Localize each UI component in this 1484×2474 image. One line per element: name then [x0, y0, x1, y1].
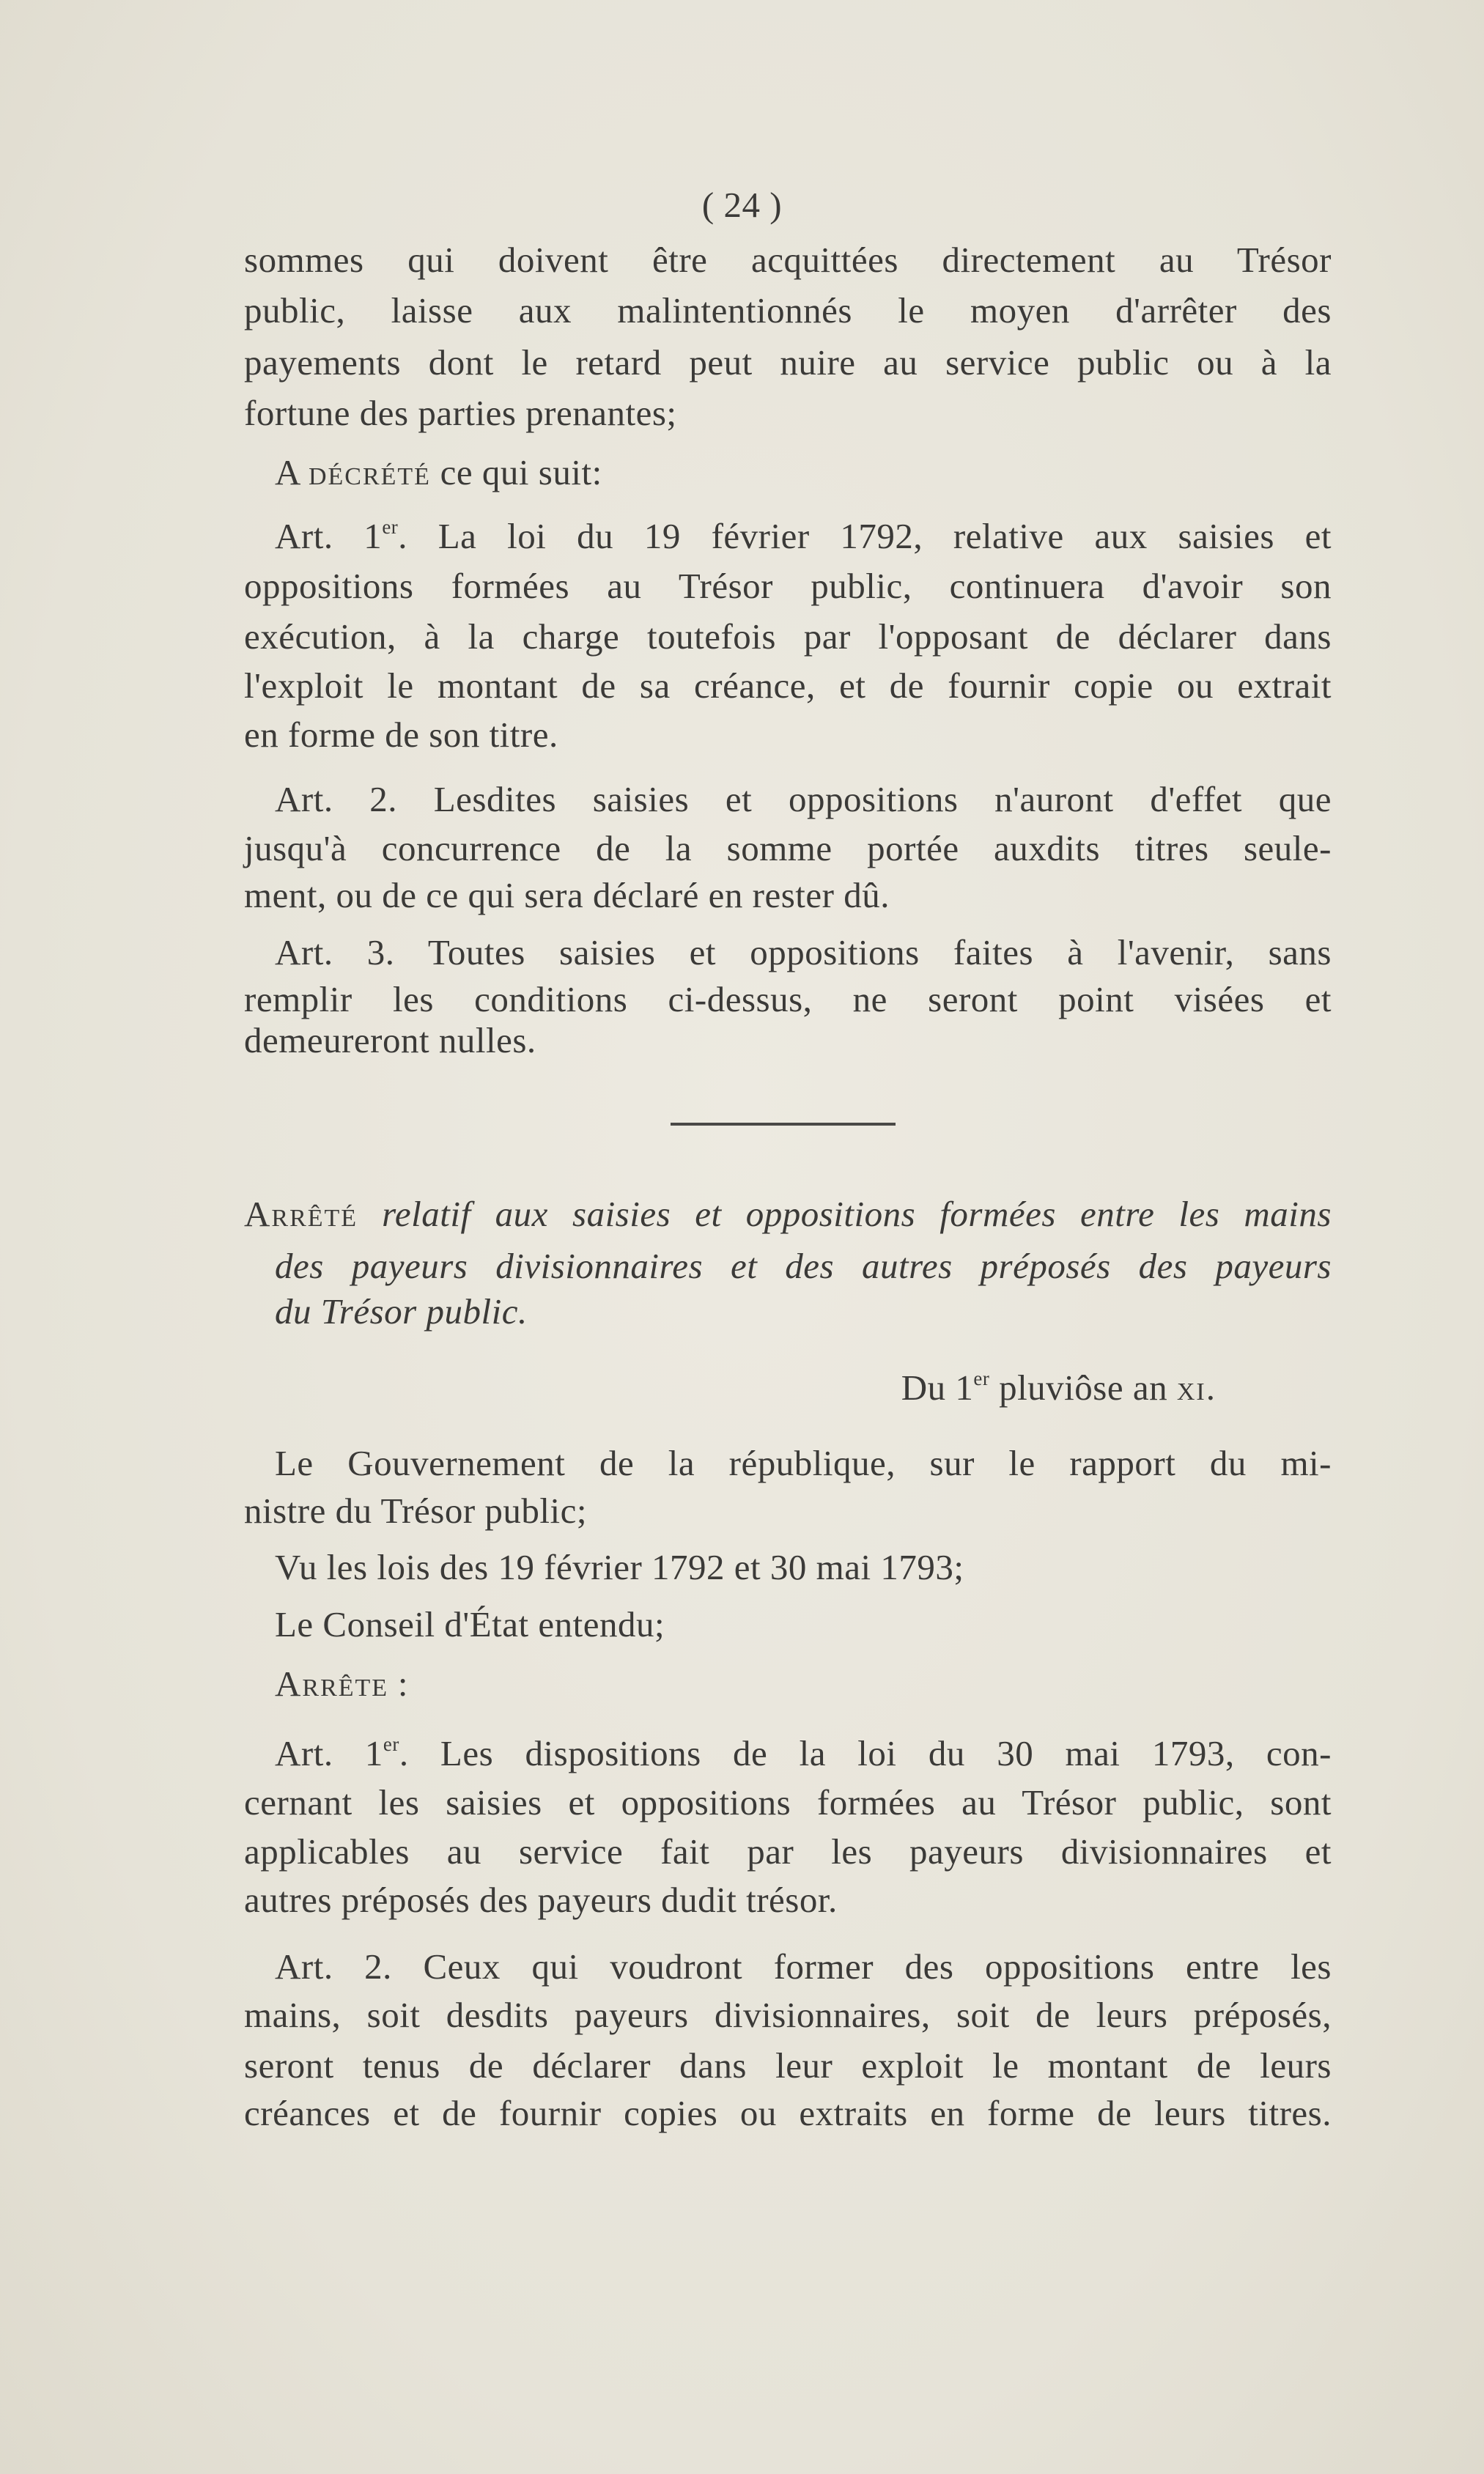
text-segment: autres préposés des payeurs dudit trésor. — [244, 1880, 838, 1920]
preamble-council-line — [275, 1603, 1332, 1647]
text-segment: er — [973, 1367, 990, 1389]
arrete-article-2-line — [244, 2091, 1332, 2135]
section-divider — [671, 1123, 896, 1126]
article-3-line — [275, 931, 1332, 975]
intro-paragraph-line — [244, 289, 1332, 333]
arrete-title-line — [244, 1192, 1332, 1236]
preamble-line — [244, 1489, 1332, 1533]
text-segment: A — [275, 452, 309, 492]
text-segment: . La loi du 19 février 1792, relative aux saisies et — [398, 516, 1332, 556]
text-segment: er — [382, 515, 399, 538]
arrete-title-line — [275, 1244, 1332, 1288]
text-segment: Art. 2. Ceux qui voudront former des oppositions entre les — [275, 1946, 1332, 1987]
arrete-article-2-line — [244, 1993, 1332, 2037]
text-segment: décrété — [308, 452, 431, 492]
text-segment: relatif aux saisies et oppositions formées entre les mains — [358, 1194, 1332, 1234]
arrete-title-line — [275, 1290, 1332, 1334]
text-segment: er — [383, 1732, 399, 1755]
intro-paragraph-line — [244, 391, 1332, 435]
text-segment: ment, ou de ce qui sera déclaré en rester dû. — [244, 875, 890, 915]
preamble-line — [275, 1441, 1332, 1485]
text-segment: Art. 1 — [275, 1733, 383, 1773]
text-segment: Arrêté — [244, 1194, 358, 1234]
text-segment: Vu les lois des 19 février 1792 et 30 mai 1793; — [275, 1547, 964, 1587]
article-2-line — [244, 827, 1332, 871]
text-segment: payements dont le retard peut nuire au service public ou à la — [244, 342, 1332, 383]
intro-paragraph-line — [244, 341, 1332, 385]
article-3-line — [244, 1019, 1332, 1063]
arrete-article-2-line — [244, 2044, 1332, 2088]
text-segment: pluviôse an — [989, 1367, 1177, 1408]
text-segment: Art. 2. Lesdites saisies et oppositions n'auront d'effet que — [275, 779, 1332, 819]
text-segment: ce qui suit: — [430, 452, 602, 492]
arrete-heading-line — [275, 1662, 1332, 1706]
text-segment: oppositions formées au Trésor public, continuera d'avoir son — [244, 566, 1332, 606]
text-segment: sommes qui doivent être acquittées directement au Trésor — [244, 240, 1332, 280]
text-segment: du Trésor public. — [275, 1291, 528, 1332]
text-segment: des payeurs divisionnaires et des autres préposés des payeurs — [275, 1246, 1332, 1286]
article-1-line — [244, 713, 1332, 757]
article-1-line — [244, 615, 1332, 659]
text-segment: Du 1 — [901, 1367, 974, 1408]
article-1-line — [244, 664, 1332, 708]
text-segment: seront tenus de déclarer dans leur exploit le montant de leurs — [244, 2045, 1332, 2086]
arrete-date-line — [901, 1366, 1217, 1410]
arrete-article-1-line — [244, 1830, 1332, 1874]
decree-heading-line — [275, 451, 1332, 495]
text-segment: Art. 3. Toutes saisies et oppositions faites à l'avenir, sans — [275, 932, 1332, 972]
text-segment: jusqu'à concurrence de la somme portée auxdits titres seule- — [244, 828, 1332, 868]
text-segment: Le Conseil d'État entendu; — [275, 1604, 665, 1644]
text-segment: créances et de fournir copies ou extraits en forme de leurs titres. — [244, 2093, 1332, 2133]
page-number: ( 24 ) — [701, 185, 783, 225]
text-segment: . Les dispositions de la loi du 30 mai 1793, con- — [399, 1733, 1332, 1773]
intro-paragraph-line — [244, 238, 1332, 282]
arrete-article-2-line — [275, 1945, 1332, 1989]
arrete-article-1-line — [244, 1781, 1332, 1825]
text-segment: remplir les conditions ci-dessus, ne seront point visées et — [244, 979, 1332, 1019]
article-2-line — [244, 874, 1332, 917]
text-segment: exécution, à la charge toutefois par l'opposant de déclarer dans — [244, 616, 1332, 657]
text-segment: nistre du Trésor public; — [244, 1491, 587, 1531]
text-segment: demeureront nulles. — [244, 1020, 536, 1060]
arrete-article-1-line — [244, 1878, 1332, 1922]
article-1-line — [244, 564, 1332, 608]
text-segment: Arrête — [275, 1664, 389, 1704]
article-3-line — [244, 978, 1332, 1022]
text-segment: l'exploit le montant de sa créance, et de fournir copie ou extrait — [244, 665, 1332, 706]
text-segment: en forme de son titre. — [244, 714, 558, 755]
text-segment: fortune des parties prenantes; — [244, 393, 677, 433]
text-segment: mains, soit desdits payeurs divisionnaires, soit de leurs préposés, — [244, 1995, 1332, 2035]
text-segment: public, laisse aux malintentionnés le moyen d'arrêter des — [244, 290, 1332, 331]
text-segment: xi. — [1176, 1367, 1217, 1408]
text-segment: : — [388, 1664, 408, 1704]
article-1-line — [275, 514, 1332, 558]
text-segment: Art. 1 — [275, 516, 383, 556]
arrete-article-1-line — [275, 1732, 1332, 1776]
text-segment: cernant les saisies et oppositions formées au Trésor public, sont — [244, 1782, 1332, 1823]
preamble-laws-line — [275, 1546, 1332, 1589]
text-segment: Le Gouvernement de la république, sur le rapport du mi- — [275, 1443, 1332, 1483]
text-segment: applicables au service fait par les payeurs divisionnaires et — [244, 1831, 1332, 1872]
article-2-line — [275, 778, 1332, 821]
